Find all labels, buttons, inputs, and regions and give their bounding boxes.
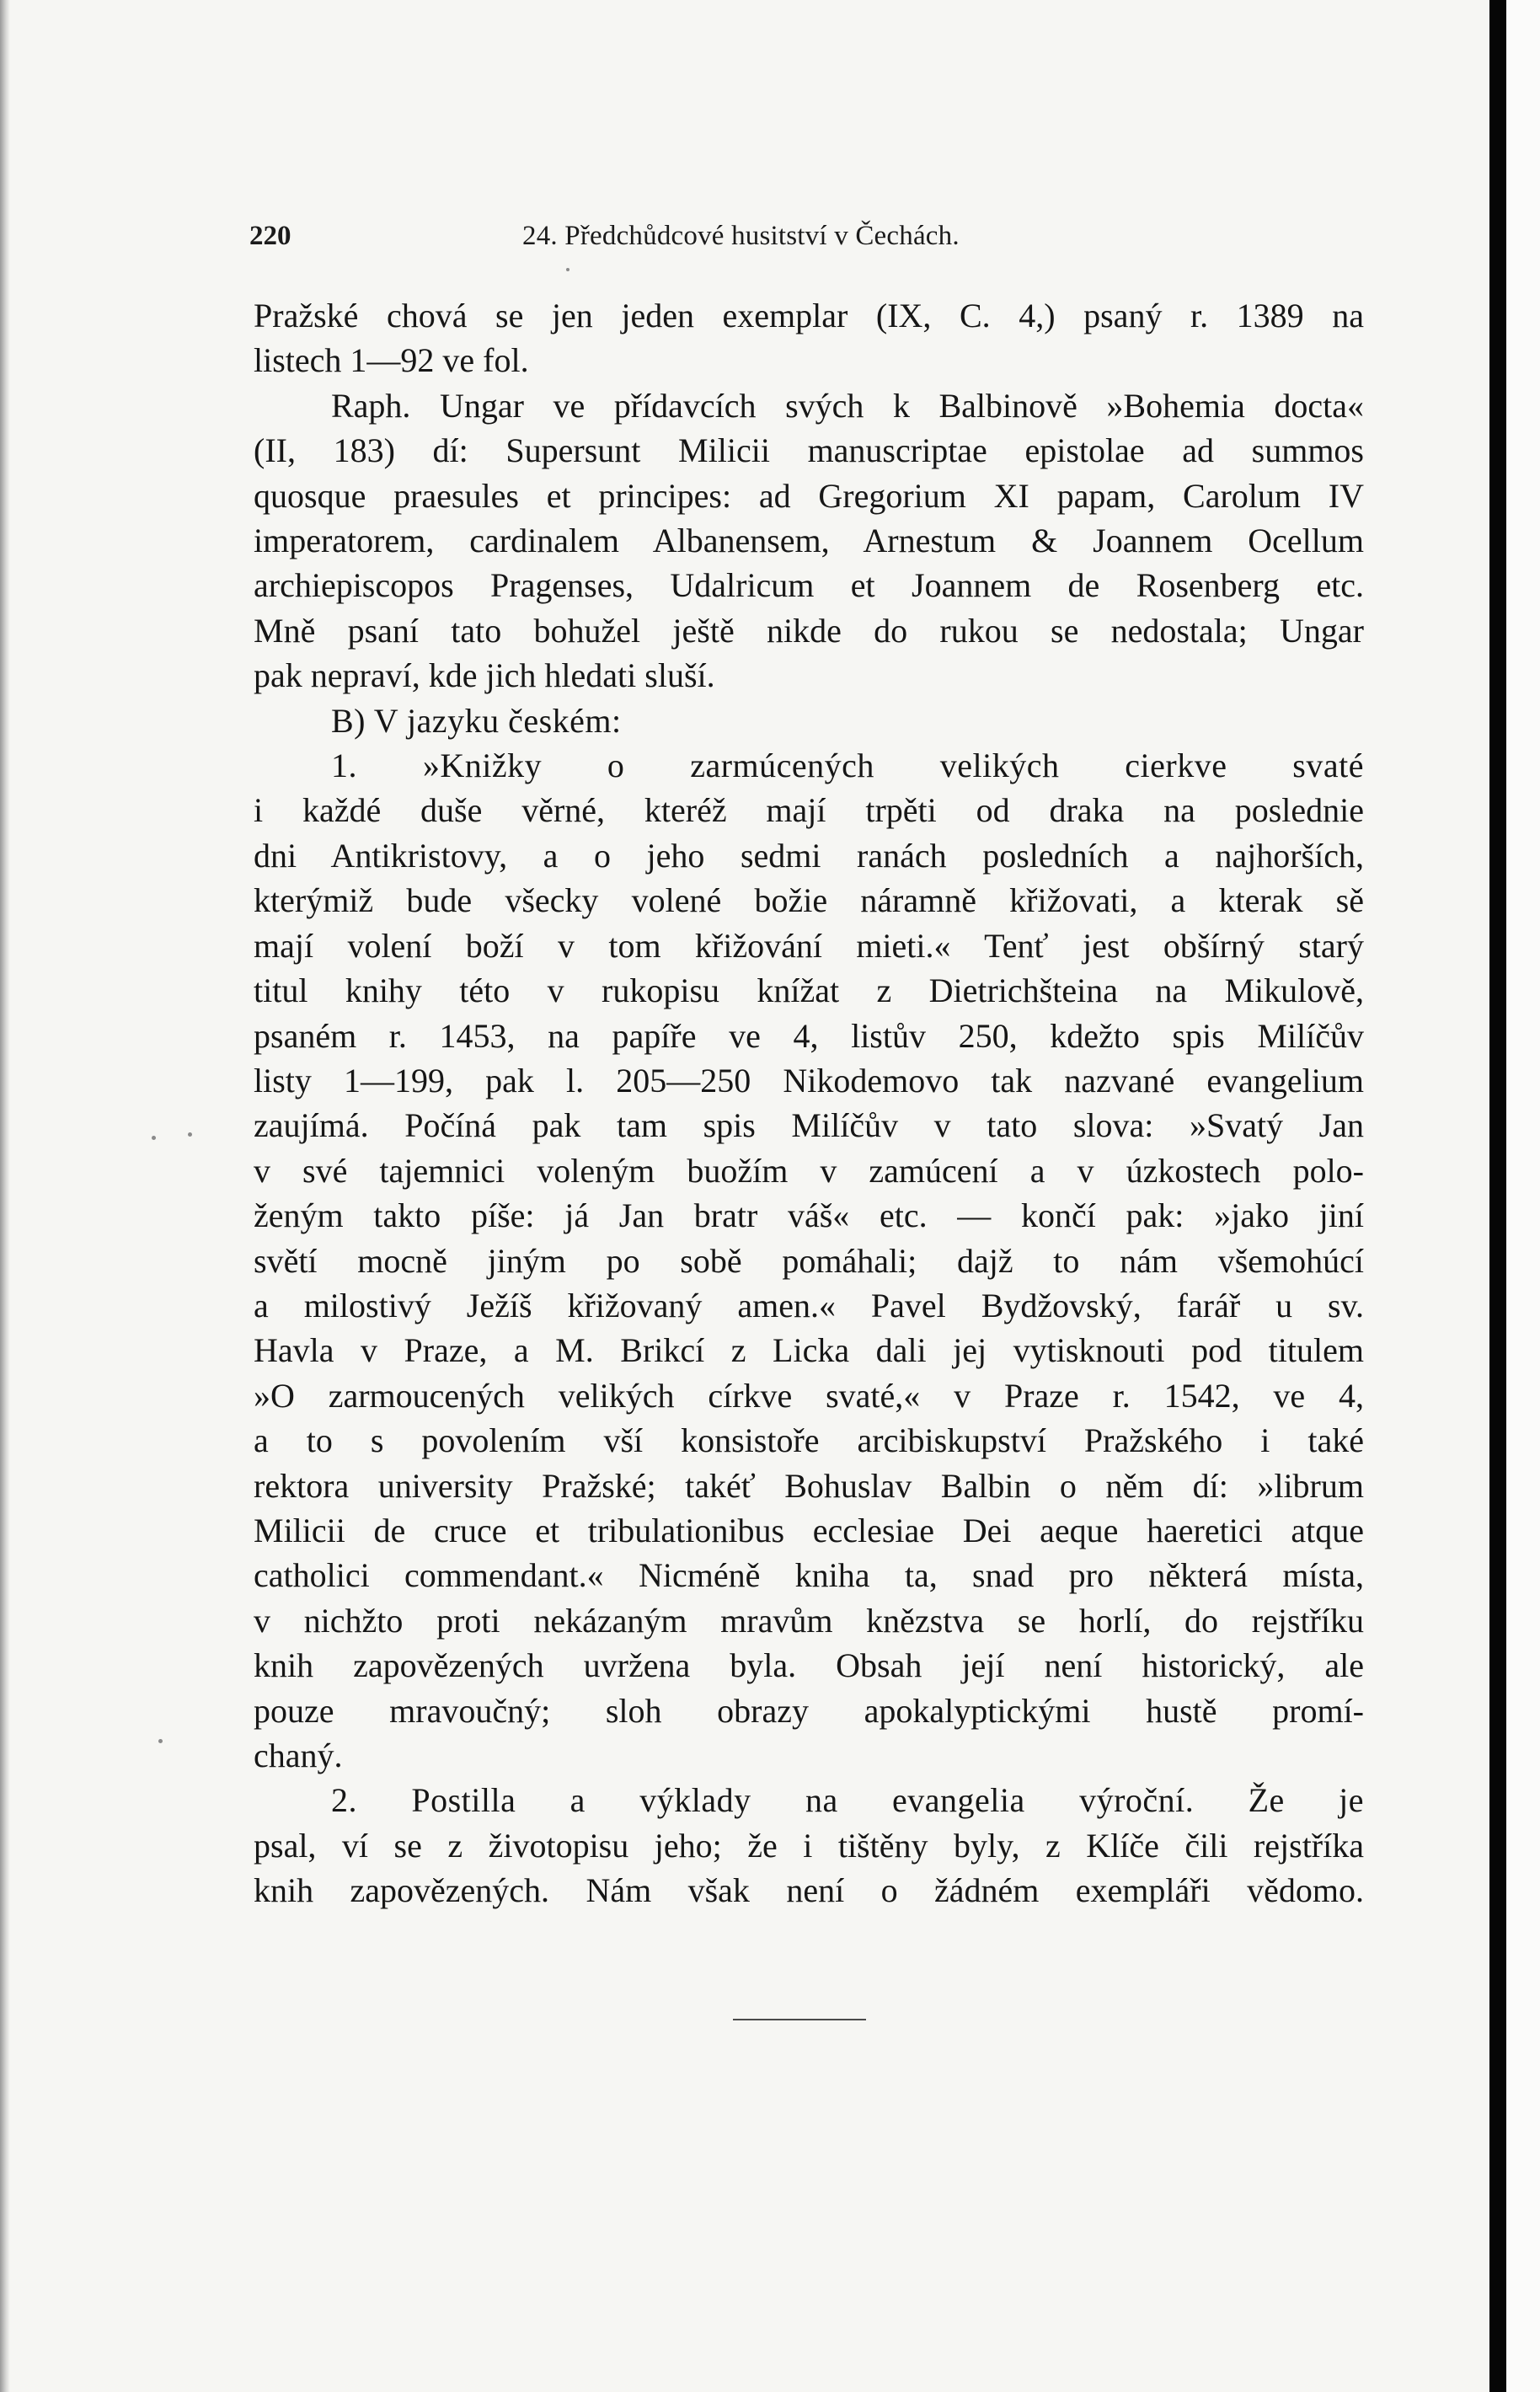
text-line: 1. »Knižky o zarmúcených velikých cierkve svaté	[331, 746, 1364, 785]
text-line: Mně psaní tato bohužel ještě nikde do rukou se nedostala; Ungar	[254, 611, 1364, 650]
text-line: pak nepraví, kde jich hledati sluší.	[254, 656, 715, 695]
text-line: 2. Postilla a výklady na evangelia výroční. Že je	[331, 1781, 1364, 1820]
text-line: psaném r. 1453, na papíře ve 4, listův 250, kdežto spis Milíčův	[254, 1016, 1364, 1055]
scan-border	[1489, 0, 1506, 2392]
body-text	[254, 293, 1364, 1913]
text-line: »O zarmoucených velikých církve svaté,« v Praze r. 1542, ve 4,	[254, 1376, 1364, 1415]
text-line: listech 1—92 ve fol.	[254, 341, 529, 380]
text-line: knih zapovězených. Nám však není o žádném exempláři vědomo.	[254, 1871, 1364, 1910]
text-line: i každé duše věrné, kteréž mají trpěti od draka na poslednie	[254, 791, 1364, 830]
text-line: Havla v Praze, a M. Brikcí z Licka dali jej vytisknouti pod titulem	[254, 1331, 1364, 1370]
text-line: mají volení boží v tom křižování mieti.« Tenť jest obšírný starý	[254, 926, 1364, 965]
text-line: catholici commendant.« Nicméně kniha ta, snad pro některá místa,	[254, 1556, 1364, 1595]
text-line: archiepiscopos Pragenses, Udalricum et Joannem de Rosenberg etc.	[254, 566, 1364, 605]
text-line: Raph. Ungar ve přídavcích svých k Balbinově »Bohemia docta«	[331, 386, 1364, 425]
text-line: a milostivý Ježíš křižovaný amen.« Pavel Bydžovský, farář u sv.	[254, 1286, 1364, 1324]
text-line: v své tajemnici voleným buožím v zamúcení a v úzkostech polo-	[254, 1151, 1364, 1190]
text-line: pouze mravoučný; sloh obrazy apokalyptickými hustě promí-	[254, 1691, 1364, 1730]
scan-speck	[188, 1132, 192, 1137]
scan-speck	[158, 1739, 163, 1743]
text-line: Pražské chová se jen jeden exemplar (IX, C. 4,) psaný r. 1389 na	[254, 297, 1364, 334]
text-line: zaujímá. Počíná pak tam spis Milíčův v tato slova: »Svatý Jan	[254, 1106, 1364, 1145]
text-line: Milicii de cruce et tribulationibus ecclesiae Dei aeque haeretici atque	[254, 1511, 1364, 1549]
running-head	[249, 221, 1361, 258]
text-line: titul knihy této v rukopisu knížat z Dietrichšteina na Mikulově,	[254, 971, 1364, 1010]
text-line: světí mocně jiným po sobě pomáhali; dajž to nám všemohúcí	[254, 1241, 1364, 1280]
text-line: kterýmiž bude všecky volené božie náramně křižovati, a kterak sě	[254, 881, 1364, 920]
running-title: 24. Předchůdcové husitství v Čechách.	[522, 221, 960, 251]
text-line: quosque praesules et principes: ad Gregorium XI papam, Carolum IV	[254, 476, 1364, 515]
text-line: ženým takto píše: já Jan bratr váš« etc. — končí pak: »jako jiní	[254, 1196, 1364, 1235]
page-left-edge	[0, 0, 10, 2392]
text-line: rektora university Pražské; takéť Bohuslav Balbin o něm dí: »librum	[254, 1466, 1364, 1505]
text-line: knih zapovězených uvržena byla. Obsah její není historický, ale	[254, 1646, 1364, 1685]
text-line: listy 1—199, pak l. 205—250 Nikodemovo tak nazvané evangelium	[254, 1061, 1364, 1100]
closing-rule	[733, 2019, 866, 2020]
section-heading: B) V jazyku českém:	[331, 701, 622, 740]
page-number: 220	[249, 221, 291, 251]
text-line: imperatorem, cardinalem Albanensem, Arnestum & Joannem Ocellum	[254, 522, 1364, 560]
scan-speck	[566, 268, 569, 271]
text-line: a to s povolením vší konsistoře arcibiskupství Pražského i také	[254, 1421, 1364, 1460]
text-line: psal, ví se z životopisu jeho; že i tištěny byly, z Klíče čili rejstříka	[254, 1826, 1364, 1865]
adjacent-page-strip	[1506, 0, 1540, 2392]
text-line: v nichžto proti nekázaným mravům knězstva se horlí, do rejstříku	[254, 1601, 1364, 1640]
text-line: (II, 183) dí: Supersunt Milicii manuscriptae epistolae ad summos	[254, 431, 1364, 470]
scan-speck	[152, 1136, 156, 1140]
text-line: dni Antikristovy, a o jeho sedmi ranách posledních a najhorších,	[254, 836, 1364, 875]
text-line: chaný.	[254, 1736, 343, 1774]
